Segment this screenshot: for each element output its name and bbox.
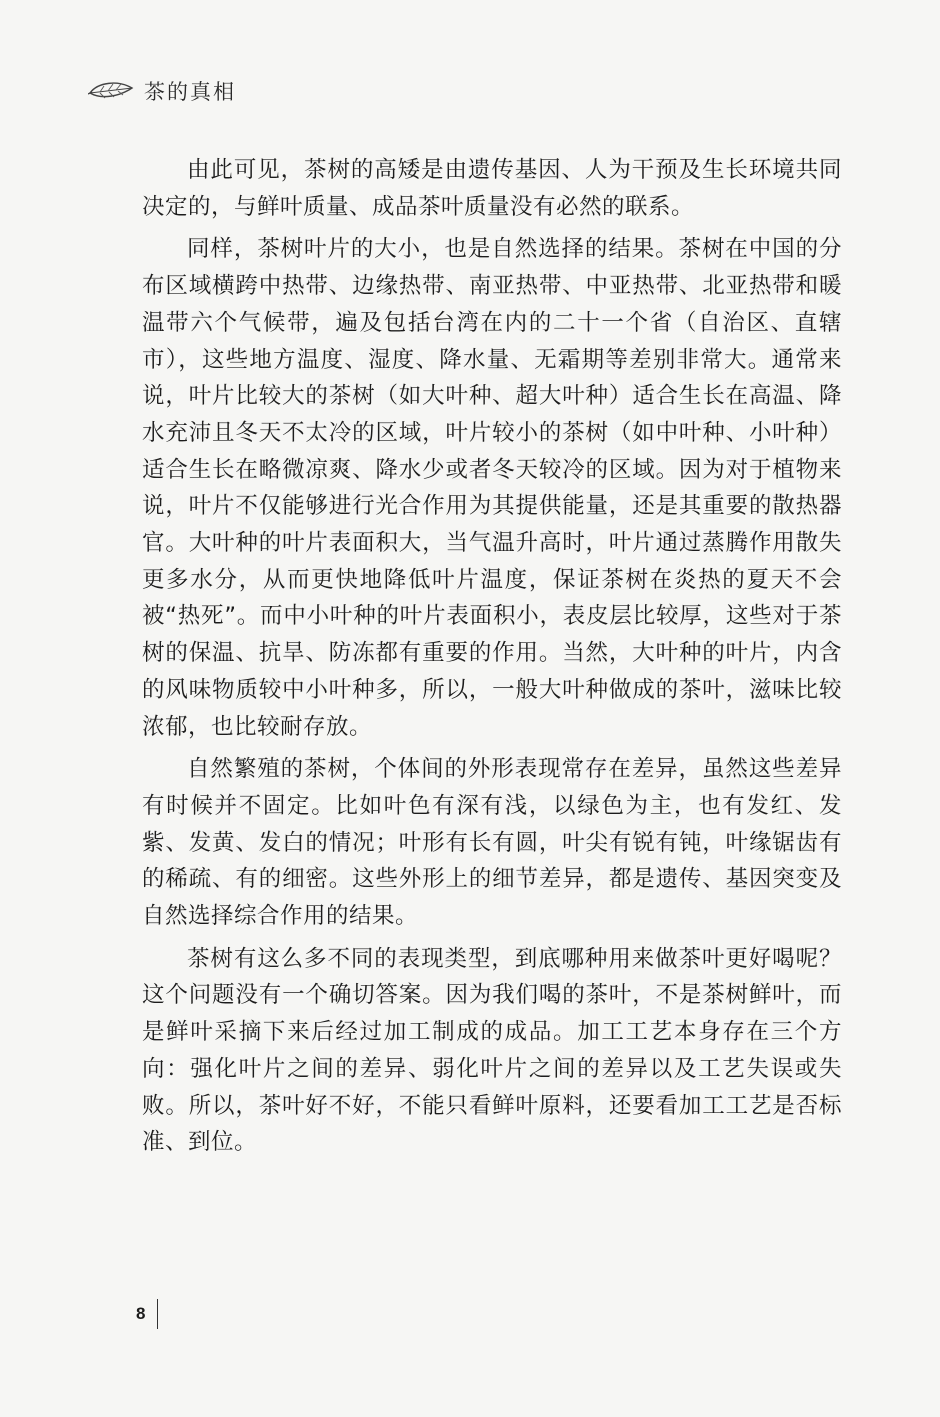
running-header — [88, 74, 236, 108]
page-number: 8 — [136, 1304, 146, 1323]
paragraph: 自然繁殖的茶树，个体间的外形表现常存在差异，虽然这些差异有时候并不固定。比如叶色有深有浅，以绿色为主，也有发红、发紫、发黄、发白的情况；叶形有长有圆，叶尖有锐有钝，叶缘锯齿有的稀疏、有的细密。这些外形上的细节差异，都是遗传、基因突变及自然选择综合作用的结果。 — [142, 756, 842, 930]
footer-divider — [157, 1299, 158, 1329]
body-text — [142, 152, 842, 1167]
paragraph: 茶树有这么多不同的表现类型，到底哪种用来做茶叶更好喝呢？这个问题没有一个确切答案。因为我们喝的茶叶，不是茶树鲜叶，而是鲜叶采摘下来后经过加工制成的成品。加工工艺本身存在三个方向：强化叶片之间的差异、弱化叶片之间的差异以及工艺失误或失败。所以，茶叶好不好，不能只看鲜叶原料，还要看加工工艺是否标准、到位。 — [142, 945, 842, 1156]
paragraph: 同样，茶树叶片的大小，也是自然选择的结果。茶树在中国的分布区域横跨中热带、边缘热带、南亚热带、中亚热带、北亚热带和暖温带六个气候带，遍及包括台湾在内的二十一个省（自治区、直辖市），这些地方温度、湿度、降水量、无霜期等差别非常大。通常来说，叶片比较大的茶树（如大叶种、超大叶种）适合生长在高温、降水充沛且冬天不太冷的区域，叶片较小的茶树（如中叶种、小叶种）适合生长在略微凉爽、降水少或者冬天较冷的区域。因为对于植物来说，叶片不仅能够进行光合作用为其提供能量，还是其重要的散热器官。大叶种的叶片表面积大，当气温升高时，叶片通过蒸腾作用散失更多水分，从而更快地降低叶片温度，保证茶树在炎热的夏天不会被“热死”。而中小叶种的叶片表面积小，表皮层比较厚，这些对于茶树的保温、抗旱、防冻都有重要的作用。当然，大叶种的叶片，内含的风味物质较中小叶种多，所以，一般大叶种做成的茶叶，滋味比较浓郁，也比较耐存放。 — [142, 236, 842, 740]
paragraph: 由此可见，茶树的高矮是由遗传基因、人为干预及生长环境共同决定的，与鲜叶质量、成品茶叶质量没有必然的联系。 — [142, 157, 842, 220]
header-title: 茶的真相 — [144, 80, 236, 104]
leaf-icon — [88, 80, 134, 102]
page-footer — [136, 1299, 158, 1329]
